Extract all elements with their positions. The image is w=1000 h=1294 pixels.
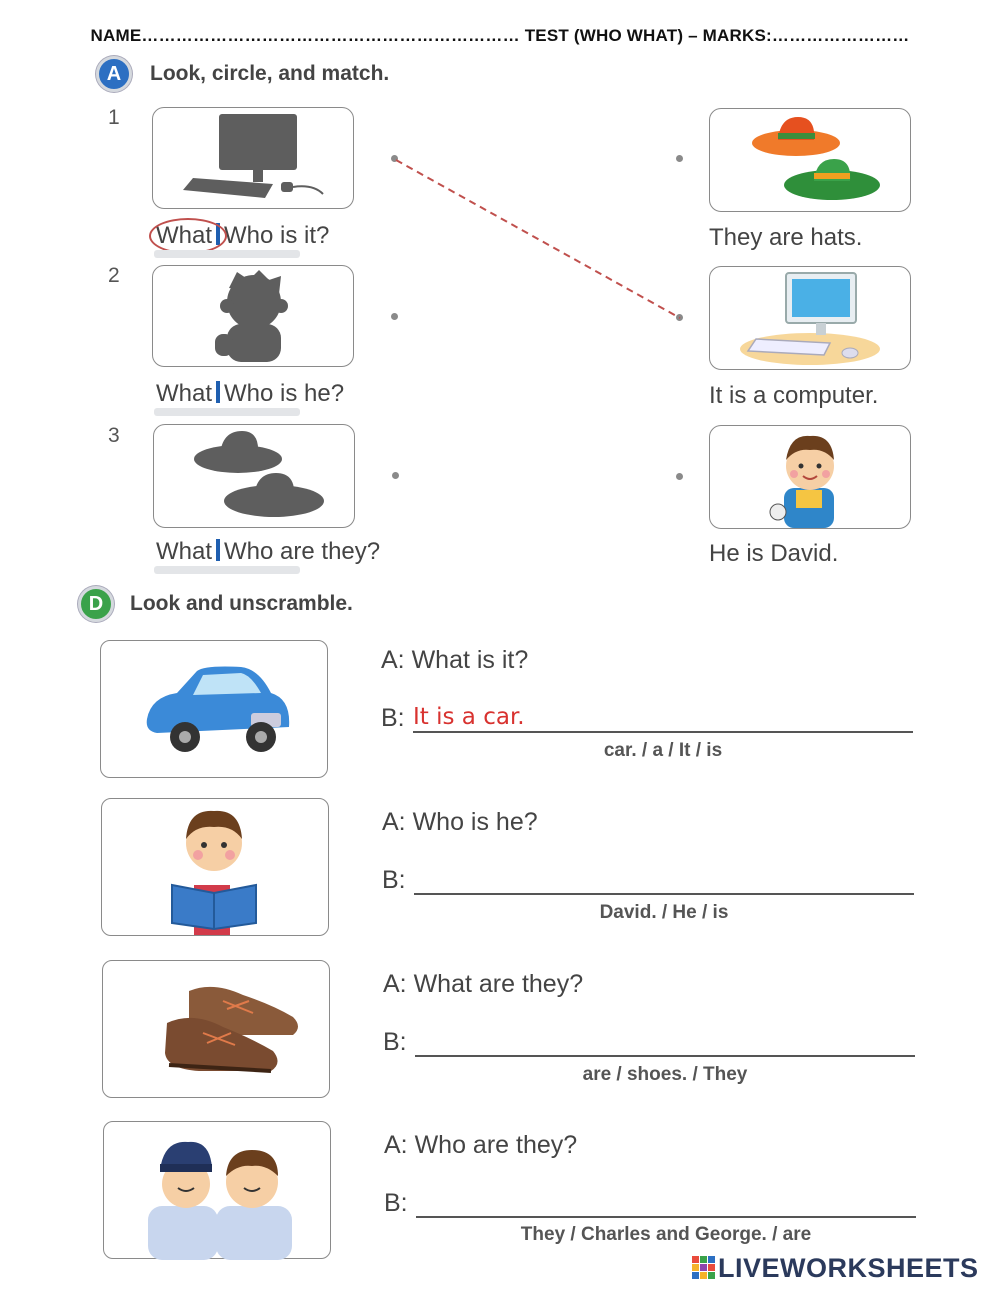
liveworksheets-logo-icon [692,1256,716,1280]
option-who[interactable]: Who [224,222,274,249]
car-icon [101,641,329,779]
section-a-item-number: 1 [108,106,120,129]
hats-icon [710,109,911,212]
section-a-item-number: 3 [108,424,120,447]
boy-david-picture [709,425,911,529]
question-rest: is it? [280,222,330,249]
answer-text: It is a computer. [709,382,879,409]
answer-text: They are hats. [709,224,863,251]
b-label: B: [382,866,406,894]
boy-david-icon [710,426,911,529]
boy-reading-picture [101,798,329,936]
answer-line [413,731,913,733]
boy-reading-icon [102,799,330,937]
question-rest: is he? [280,380,345,407]
scrambled-words: They / Charles and George. / are [520,1224,812,1245]
question-text: A: Who is he? [382,808,538,836]
section-a-title: Look, circle, and match. [150,62,390,85]
answer-line [416,1216,916,1218]
answer-line [414,893,914,895]
car-picture [100,640,328,778]
liveworksheets-logo: LIVEWORKSHEETS [718,1253,979,1283]
shoes-icon [103,961,331,1099]
question-rest: are they? [280,538,381,565]
option-what[interactable]: What [156,380,213,407]
two-policemen-icon [104,1122,332,1260]
b-label: B: [381,704,405,732]
option-what[interactable]: What [156,222,213,249]
answer-input[interactable]: It is a car. [413,704,525,730]
scrambled-words: car. / a / It / is [603,740,723,761]
question-text: A: What are they? [383,970,584,998]
scrambled-words: David. / He / is [599,902,729,923]
b-label: B: [384,1189,408,1217]
section-d-badge: D [78,586,114,622]
computer-icon [710,267,911,370]
section-a-badge: A [96,56,132,92]
worksheet-header: NAME………………………………………………………… TEST (WHO WHAT) – MARKS:…………………… [90,26,910,45]
option-what[interactable]: What [156,538,213,565]
section-d-title: Look and unscramble. [130,592,353,615]
question-text: A: What is it? [381,646,529,674]
answer-line [415,1055,915,1057]
scrambled-words: are / shoes. / They [582,1064,748,1085]
b-label: B: [383,1028,407,1056]
hats-picture [709,108,911,212]
option-who[interactable]: Who [224,380,274,407]
two-policemen-picture [103,1121,331,1259]
section-a-item-number: 2 [108,264,120,287]
answer-text: He is David. [709,540,839,567]
option-who[interactable]: Who [224,538,274,565]
shoes-picture [102,960,330,1098]
question-text: A: Who are they? [384,1131,578,1159]
computer-picture [709,266,911,370]
